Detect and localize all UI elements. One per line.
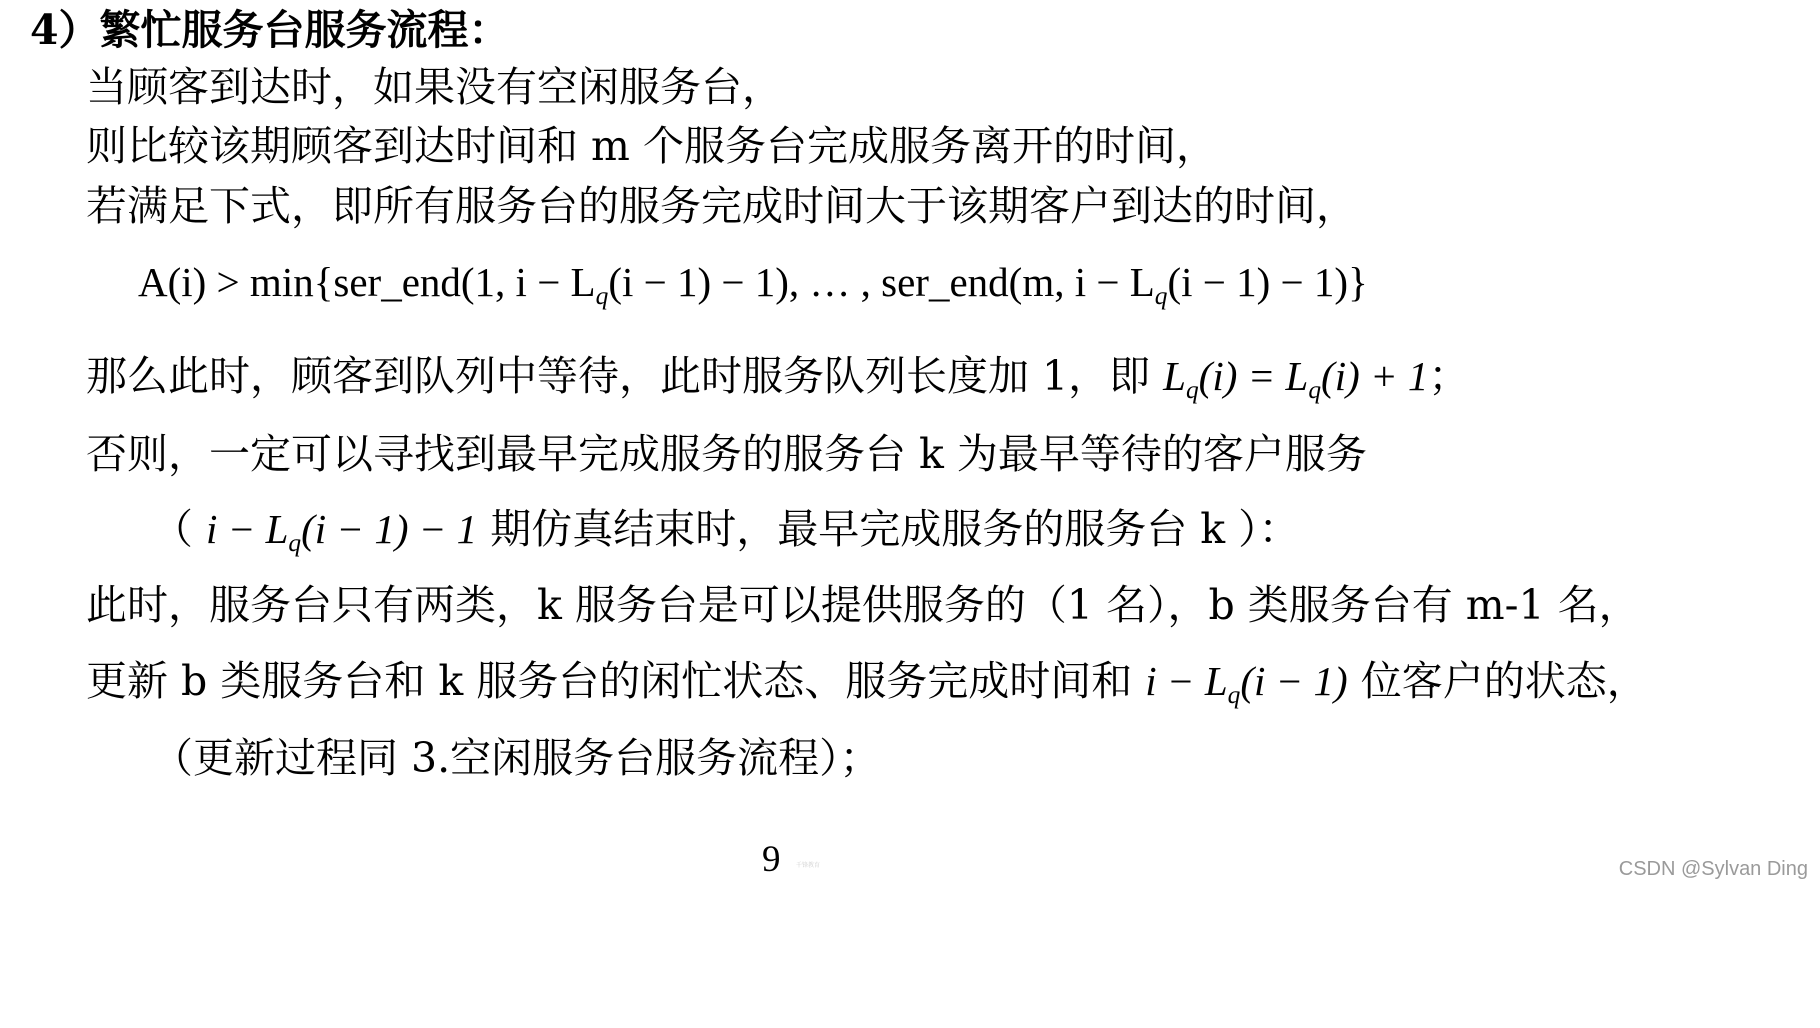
- page-number: 9: [762, 839, 781, 880]
- formula-queue-update: [1163, 353, 1429, 405]
- formula-period-end-sub: q: [288, 529, 302, 558]
- formula-main-subscript-2: q: [1154, 282, 1168, 311]
- formula-queue-update-b: (i) = L: [1198, 353, 1309, 399]
- formula-period-end-a: i − L: [206, 506, 289, 552]
- paragraph-line-6: [152, 505, 1300, 558]
- paragraph-line-6-open: （: [152, 505, 207, 553]
- formula-main-part3: (i − 1) − 1)}: [1167, 259, 1368, 305]
- formula-main-part2: (i − 1) − 1), … , ser_end(m, i − L: [608, 259, 1155, 305]
- paragraph-line-2: 则比较该期顾客到达时间和 m 个服务台完成服务离开的时间，: [86, 122, 1217, 170]
- paragraph-line-7: 此时，服务台只有两类，k 服务台是可以提供服务的（1 名），b 类服务台有 m-1 名，: [86, 581, 1640, 629]
- paragraph-line-8-text: 更新 b 类服务台和 k 服务台的闲忙状态、服务完成时间和: [86, 657, 1146, 705]
- paragraph-line-3: 若满足下式，即所有服务台的服务完成时间大于该期客户到达的时间，: [86, 182, 1357, 230]
- paragraph-line-9: （更新过程同 3.空闲服务台服务流程）；: [152, 734, 881, 782]
- section-heading: 4）繁忙服务台服务流程：: [30, 6, 510, 54]
- formula-customer-index-b: (i − 1): [1240, 658, 1348, 704]
- formula-queue-update-c: (i) + 1: [1321, 353, 1429, 399]
- formula-main-part1: A(i) > min{ser_end(1, i − L: [138, 259, 596, 305]
- formula-period-end-b: (i − 1) − 1: [301, 506, 478, 552]
- tiny-mark: 千锋教育: [796, 863, 821, 869]
- formula-queue-update-sub-1: q: [1185, 376, 1199, 405]
- paragraph-line-1: 当顾客到达时，如果没有空闲服务台，: [86, 63, 783, 111]
- formula-queue-update-sub-2: q: [1308, 376, 1322, 405]
- paragraph-line-8: [86, 657, 1648, 710]
- paragraph-line-8-tail: 位客户的状态，: [1347, 657, 1648, 705]
- csdn-watermark: CSDN @Sylvan Ding: [1618, 858, 1808, 880]
- paragraph-line-6-text: 期仿真结束时，最早完成服务的服务台 k ）：: [477, 505, 1300, 553]
- formula-customer-index: [1145, 658, 1348, 710]
- paragraph-line-4-text: 那么此时，顾客到队列中等待，此时服务队列长度加 1，即: [86, 352, 1164, 400]
- formula-period-end: [206, 506, 478, 558]
- formula-queue-update-a: L: [1163, 353, 1186, 399]
- formula-main-subscript-1: q: [595, 282, 609, 311]
- paragraph-line-5: 否则，一定可以寻找到最早完成服务的服务台 k 为最早等待的客户服务: [86, 430, 1367, 478]
- paragraph-line-4-tail: ；: [1428, 352, 1470, 400]
- paragraph-line-4: [86, 352, 1470, 405]
- formula-main: [138, 259, 1368, 311]
- formula-customer-index-a: i − L: [1145, 658, 1228, 704]
- formula-customer-index-sub: q: [1227, 681, 1241, 710]
